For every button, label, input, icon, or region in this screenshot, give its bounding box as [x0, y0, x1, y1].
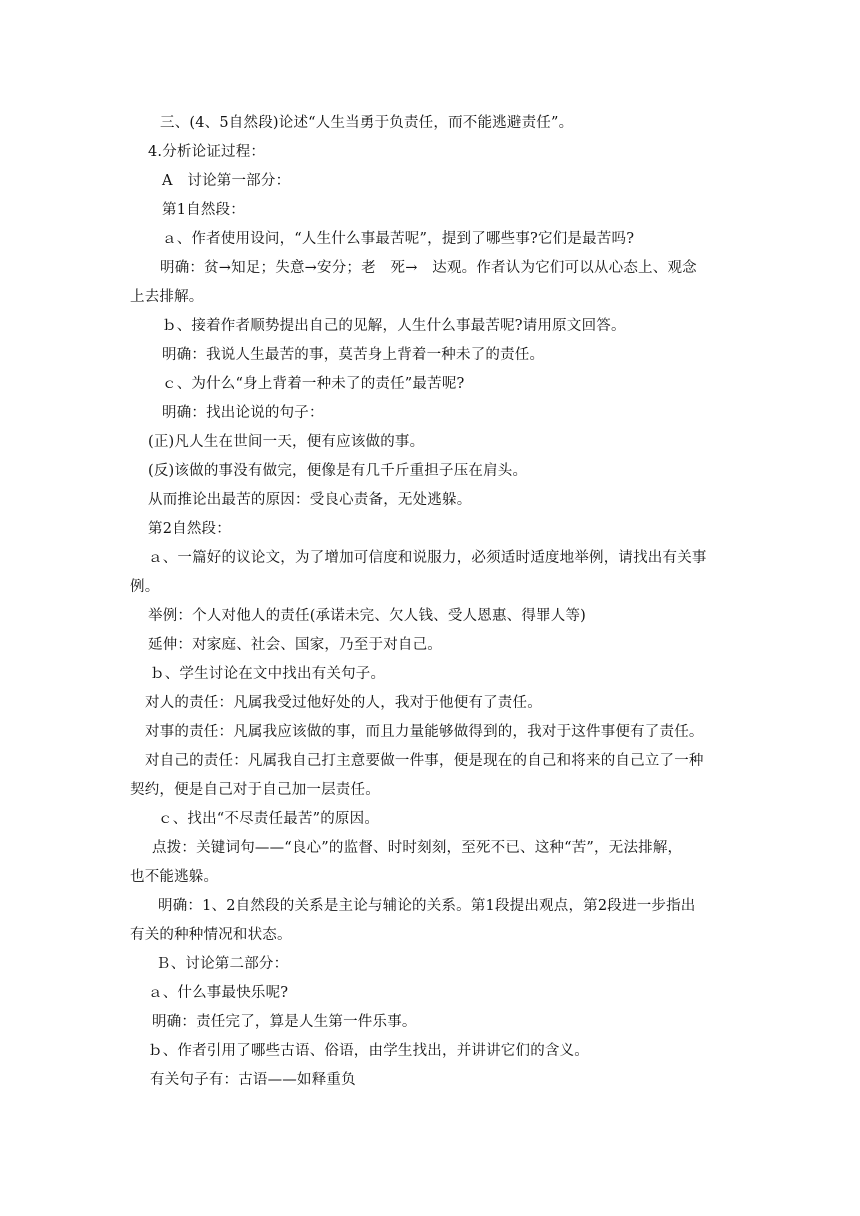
text-line: ｃ、为什么“身上背着一种未了的责任”最苦呢?: [162, 376, 465, 392]
text-line: Ｂ、讨论第二部分：: [156, 956, 289, 972]
text-line: ｂ、作者引用了哪些古语、俗语，由学生找出，并讲讲它们的含义。: [148, 1043, 589, 1059]
text-line: ｃ、找出“不尽责任最苦”的原因。: [158, 811, 380, 827]
text-line: 契约，便是自己对于自己加一层责任。: [130, 782, 380, 798]
text-line: ａ、一篇好的议论文，为了增加可信度和说服力，必须适时适度地举例，请找出有关事: [148, 550, 707, 566]
text-line: 有关句子有：古语——如释重负: [150, 1072, 356, 1088]
text-line: 例。: [130, 579, 160, 595]
text-line: 明确：1、2自然段的关系是主论与辅论的关系。第1段提出观点，第2段进一步指出: [158, 898, 696, 914]
text-line: (反)该做的事没有做完，便像是有几千斤重担子压在肩头。: [148, 463, 528, 479]
text-line: ａ、什么事最快乐呢?: [148, 985, 289, 1001]
text-line: 对人的责任：凡属我受过他好处的人，我对于他便有了责任。: [145, 695, 542, 711]
text-line: ｂ、学生讨论在文中找出有关句子。: [150, 666, 386, 682]
text-line: 明确：找出论说的句子：: [162, 405, 324, 421]
text-line: 对自己的责任：凡属我自己打主意要做一件事，便是现在的自己和将来的自己立了一种: [145, 753, 704, 769]
text-line: 有关的种种情况和状态。: [130, 927, 292, 943]
text-line: 三、(4、5自然段)论述“人生当勇于负责任，而不能逃避责任”。: [160, 115, 574, 131]
text-line: (正)凡人生在世间一天，便有应该做的事。: [148, 434, 425, 450]
text-line: 4.分析论证过程：: [148, 144, 266, 160]
text-line: 明确：贫→知足；失意→安分；老 死→ 达观。作者认为它们可以从心态上、观念: [160, 260, 697, 276]
text-line: 也不能逃躲。: [130, 869, 219, 885]
text-line: 明确：责任完了，算是人生第一件乐事。: [152, 1014, 417, 1030]
text-line: 明确：我说人生最苦的事，莫苦身上背着一种未了的责任。: [162, 347, 545, 363]
text-line: ｂ、接着作者顺势提出自己的见解，人生什么事最苦呢?请用原文回答。: [162, 318, 626, 334]
text-line: 举例：个人对他人的责任(承诺未完、欠人钱、受人恩惠、得罪人等): [148, 608, 587, 624]
text-line: 延伸：对家庭、社会、国家，乃至于对自己。: [148, 637, 442, 653]
text-line: 上去排解。: [130, 289, 204, 305]
text-line: 对事的责任：凡属我应该做的事，而且力量能够做得到的，我对于这件事便有了责任。: [145, 724, 704, 740]
text-line: A 讨论第一部分：: [162, 173, 291, 189]
text-line: 点拨：关键词句——“良心”的监督、时时刻刻，至死不已、这种“苦”，无法排解，: [152, 840, 683, 856]
text-line: ａ、作者使用设问，“人生什么事最苦呢”，提到了哪些事?它们是最苦吗?: [162, 231, 635, 247]
text-line: 第2自然段：: [148, 521, 231, 537]
text-line: 从而推论出最苦的原因：受良心责备，无处逃躲。: [148, 492, 472, 508]
text-line: 第1自然段：: [162, 202, 245, 218]
